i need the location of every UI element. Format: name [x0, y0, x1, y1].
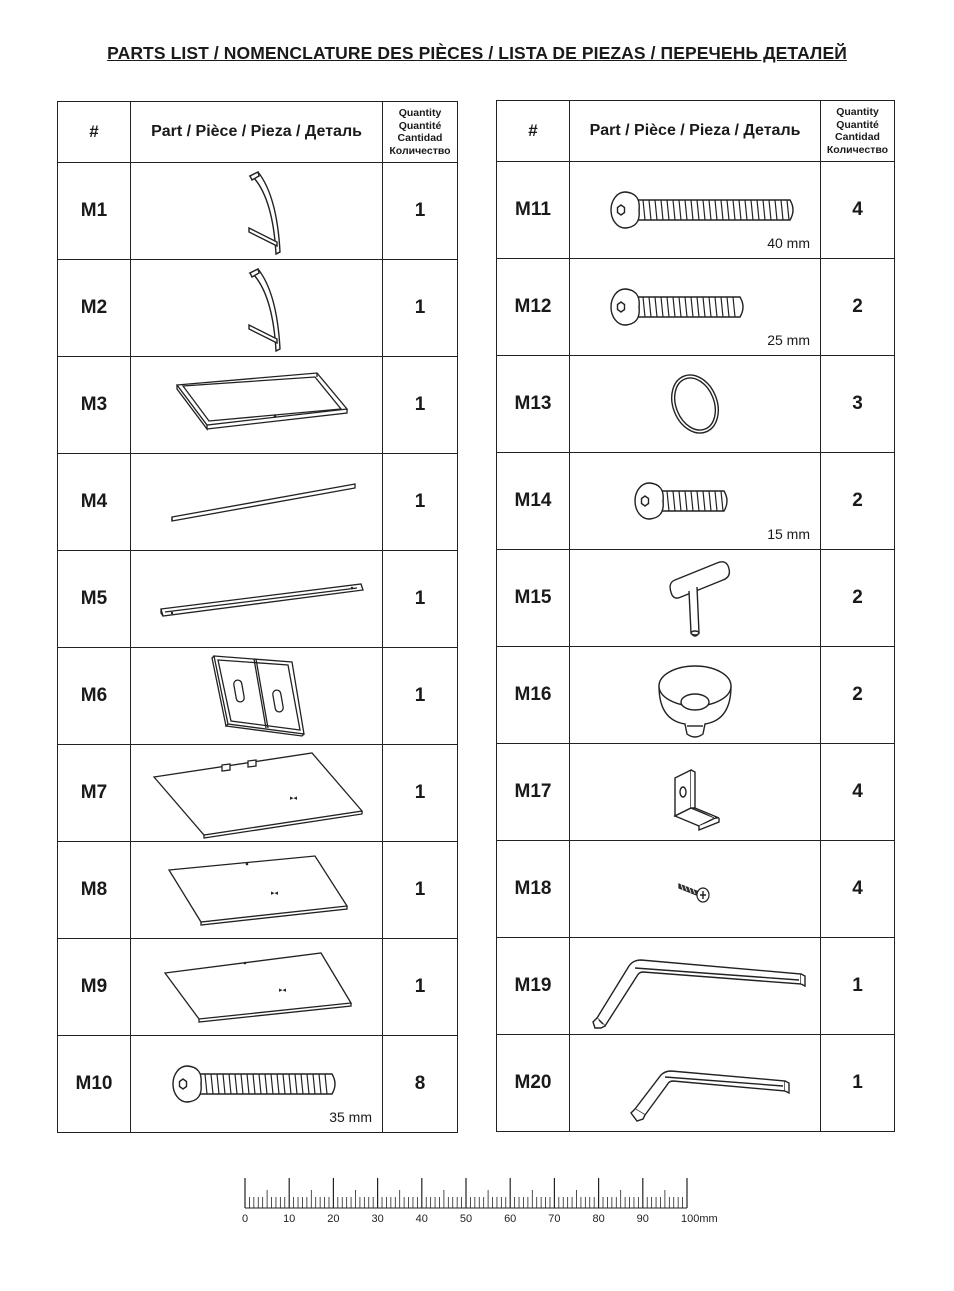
part-id: M1	[58, 163, 131, 260]
part-id: M11	[497, 162, 570, 259]
table-row	[58, 842, 458, 939]
table-row	[58, 745, 458, 842]
page-title: PARTS LIST / NOMENCLATURE DES PIÈCES / LISTA DE PIEZAS / ПЕРЕЧЕНЬ ДЕТАЛЕЙ	[107, 43, 847, 63]
part-id: M14	[497, 453, 570, 550]
table-row	[58, 551, 458, 648]
table-row	[497, 647, 895, 744]
ruler-label: 100mm	[681, 1213, 718, 1225]
ruler-label: 70	[548, 1213, 561, 1225]
table-row	[58, 357, 458, 454]
ruler-label: 80	[592, 1213, 605, 1225]
suction-cup-icon	[570, 647, 821, 744]
part-qty: 1	[383, 454, 458, 551]
part-id: M8	[58, 842, 131, 939]
part-qty: 2	[821, 259, 895, 356]
svg-text:▸◂: ▸◂	[289, 794, 297, 802]
table-row	[497, 550, 895, 647]
part-id: M2	[58, 260, 131, 357]
allen-key-icon	[570, 1035, 821, 1132]
long-rod-icon	[131, 454, 383, 551]
part-id: M19	[497, 938, 570, 1035]
part-id: M12	[497, 259, 570, 356]
table-row	[497, 841, 895, 938]
table-row	[58, 648, 458, 745]
ruler-label: 60	[504, 1213, 517, 1225]
ruler-label: 30	[371, 1213, 384, 1225]
part-id: M10	[58, 1036, 131, 1133]
parts-table-right	[496, 100, 895, 1132]
part-qty: 2	[821, 550, 895, 647]
measurement-ruler	[236, 1172, 736, 1232]
hex-bolt-icon	[570, 259, 821, 356]
ruler-label: 10	[283, 1213, 296, 1225]
part-qty: 1	[383, 551, 458, 648]
rectangular-frame-icon	[131, 357, 383, 454]
flat-panel-icon	[131, 842, 383, 939]
part-id: M6	[58, 648, 131, 745]
panel-with-clips-icon	[131, 745, 383, 842]
part-qty: 1	[383, 260, 458, 357]
curved-leg-frame-icon	[131, 163, 383, 260]
header-quantity: Quantity Quantité Cantidad Количество	[383, 102, 458, 163]
part-qty: 2	[821, 453, 895, 550]
l-bracket-icon	[570, 744, 821, 841]
part-id: M9	[58, 939, 131, 1036]
table-row	[58, 260, 458, 357]
small-screw-icon	[570, 841, 821, 938]
hex-bolt-icon	[570, 453, 821, 550]
table-row	[497, 259, 895, 356]
part-id: M5	[58, 551, 131, 648]
part-id: M3	[58, 357, 131, 454]
ruler-label: 20	[327, 1213, 340, 1225]
support-bar-icon	[131, 551, 383, 648]
part-qty: 8	[383, 1036, 458, 1133]
part-qty: 1	[383, 745, 458, 842]
part-id: M13	[497, 356, 570, 453]
svg-text:▸◂: ▸◂	[270, 889, 278, 897]
table-row	[497, 1035, 895, 1132]
ruler-label: 50	[459, 1213, 473, 1225]
part-qty: 2	[821, 647, 895, 744]
flat-panel-icon	[131, 939, 383, 1036]
divided-frame-icon	[131, 648, 383, 745]
t-handle-icon	[570, 550, 821, 647]
part-id: M20	[497, 1035, 570, 1132]
curved-leg-frame-icon	[131, 260, 383, 357]
table-row	[497, 744, 895, 841]
bolt-length: 15 mm	[767, 526, 810, 542]
table-row	[497, 162, 895, 259]
part-qty: 1	[383, 939, 458, 1036]
ring-icon	[570, 356, 821, 453]
part-id: M18	[497, 841, 570, 938]
part-qty: 3	[821, 356, 895, 453]
part-qty: 4	[821, 744, 895, 841]
part-qty: 1	[383, 648, 458, 745]
header-part: Part / Pièce / Pieza / Деталь	[131, 102, 383, 163]
table-row	[58, 163, 458, 260]
hex-bolt-icon	[131, 1036, 383, 1133]
part-id: M17	[497, 744, 570, 841]
part-id: M15	[497, 550, 570, 647]
hex-bolt-icon	[570, 162, 821, 259]
part-qty: 1	[821, 1035, 895, 1132]
part-qty: 1	[383, 163, 458, 260]
part-qty: 1	[383, 357, 458, 454]
table-header-row	[58, 102, 458, 163]
header-number: #	[497, 101, 570, 162]
table-header-row	[497, 101, 895, 162]
ruler-label: 0	[241, 1213, 249, 1225]
ruler-label: 40	[415, 1213, 428, 1225]
part-qty: 1	[383, 842, 458, 939]
table-row	[497, 453, 895, 550]
parts-table-left	[57, 101, 458, 1133]
bolt-length: 35 mm	[329, 1109, 372, 1125]
header-part: Part / Pièce / Pieza / Деталь	[570, 101, 821, 162]
part-qty: 4	[821, 841, 895, 938]
table-row	[497, 938, 895, 1035]
part-id: M16	[497, 647, 570, 744]
bolt-length: 40 mm	[767, 235, 810, 251]
table-row	[58, 454, 458, 551]
part-qty: 1	[821, 938, 895, 1035]
ruler-label: 90	[636, 1213, 649, 1225]
bolt-length: 25 mm	[767, 332, 810, 348]
header-number: #	[58, 102, 131, 163]
part-qty: 4	[821, 162, 895, 259]
part-id: M4	[58, 454, 131, 551]
svg-text:▸◂: ▸◂	[278, 986, 286, 994]
header-quantity: Quantity Quantité Cantidad Количество	[821, 101, 895, 162]
table-row	[58, 939, 458, 1036]
table-row	[58, 1036, 458, 1133]
part-id: M7	[58, 745, 131, 842]
allen-key-screwdriver-icon	[570, 938, 821, 1035]
table-row	[497, 356, 895, 453]
